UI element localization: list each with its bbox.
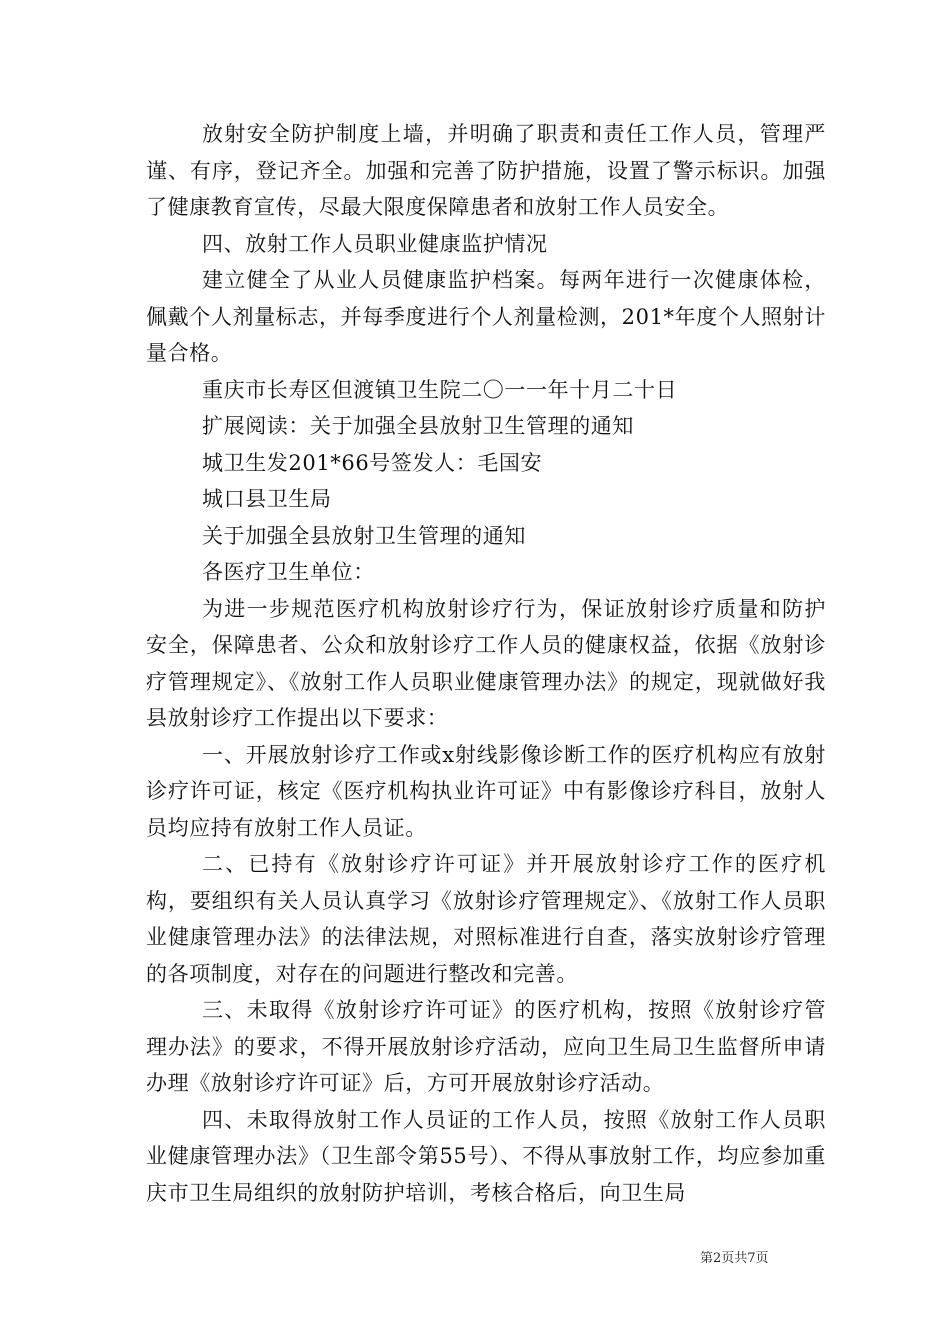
document-number-line: 城卫生发201*66号签发人：毛国安 — [202, 450, 543, 475]
paragraph-requirement-2: 二、已持有《放射诊疗许可证》并开展放射诊疗工作的医疗机构，要组织有关人员认真学习《放射诊疗管理规定》、《放射工作人员职业健康管理办法》的法律法规，对照标准进行自查，落实放射诊疗管理的各项制度，对存在的问题进行整改和完善。 — [146, 852, 826, 986]
extended-reading-line: 扩展阅读：关于加强全县放射卫生管理的通知 — [202, 414, 634, 438]
signature-line: 重庆市长寿区但渡镇卫生院二〇一一年十月二十日 — [202, 377, 678, 402]
paragraph-health-records: 建立健全了从业人员健康监护档案。每两年进行一次健康体检，佩戴个人剂量标志，并每季度进行个人剂量检测，201*年度个人照射计量合格。 — [146, 268, 826, 365]
section-heading-health-monitoring: 四、放射工作人员职业健康监护情况 — [202, 231, 548, 256]
paragraph-requirement-4: 四、未取得放射工作人员证的工作人员，按照《放射工作人员职业健康管理办法》（卫生部令第55号）、不得从事放射工作，均应参加重庆市卫生局组织的放射防护培训，考核合格后，向卫生局 — [146, 1107, 826, 1205]
paragraph-requirement-3: 三、未取得《放射诊疗许可证》的医疗机构，按照《放射诊疗管理办法》的要求，不得开展放射诊疗活动，应向卫生局卫生监督所申请办理《放射诊疗许可证》后，方可开展放射诊疗活动。 — [146, 998, 826, 1095]
salutation-line: 各医疗卫生单位： — [202, 560, 375, 584]
page-number-footer: 第2页共7页 — [700, 1251, 769, 1266]
notice-title: 关于加强全县放射卫生管理的通知 — [202, 523, 526, 548]
issuer-line: 城口县卫生局 — [202, 487, 332, 511]
paragraph-radiation-safety: 放射安全防护制度上墙，并明确了职责和责任工作人员，管理严谨、有序，登记齐全。加强和完善了防护措施，设置了警示标识。加强了健康教育宣传，尽最大限度保障患者和放射工作人员安全。 — [146, 122, 826, 219]
paragraph-introduction: 为进一步规范医疗机构放射诊疗行为，保证放射诊疗质量和防护安全，保障患者、公众和放射诊疗工作人员的健康权益，依据《放射诊疗管理规定》、《放射工作人员职业健康管理办法》的规定，现就做好我县放射诊疗工作提出以下要求： — [146, 596, 826, 730]
paragraph-requirement-1: 一、开展放射诊疗工作或x射线影像诊断工作的医疗机构应有放射诊疗许可证，核定《医疗机构执业许可证》中有影像诊疗科目，放射人员均应持有放射工作人员证。 — [146, 742, 826, 840]
document-body — [146, 116, 826, 1211]
